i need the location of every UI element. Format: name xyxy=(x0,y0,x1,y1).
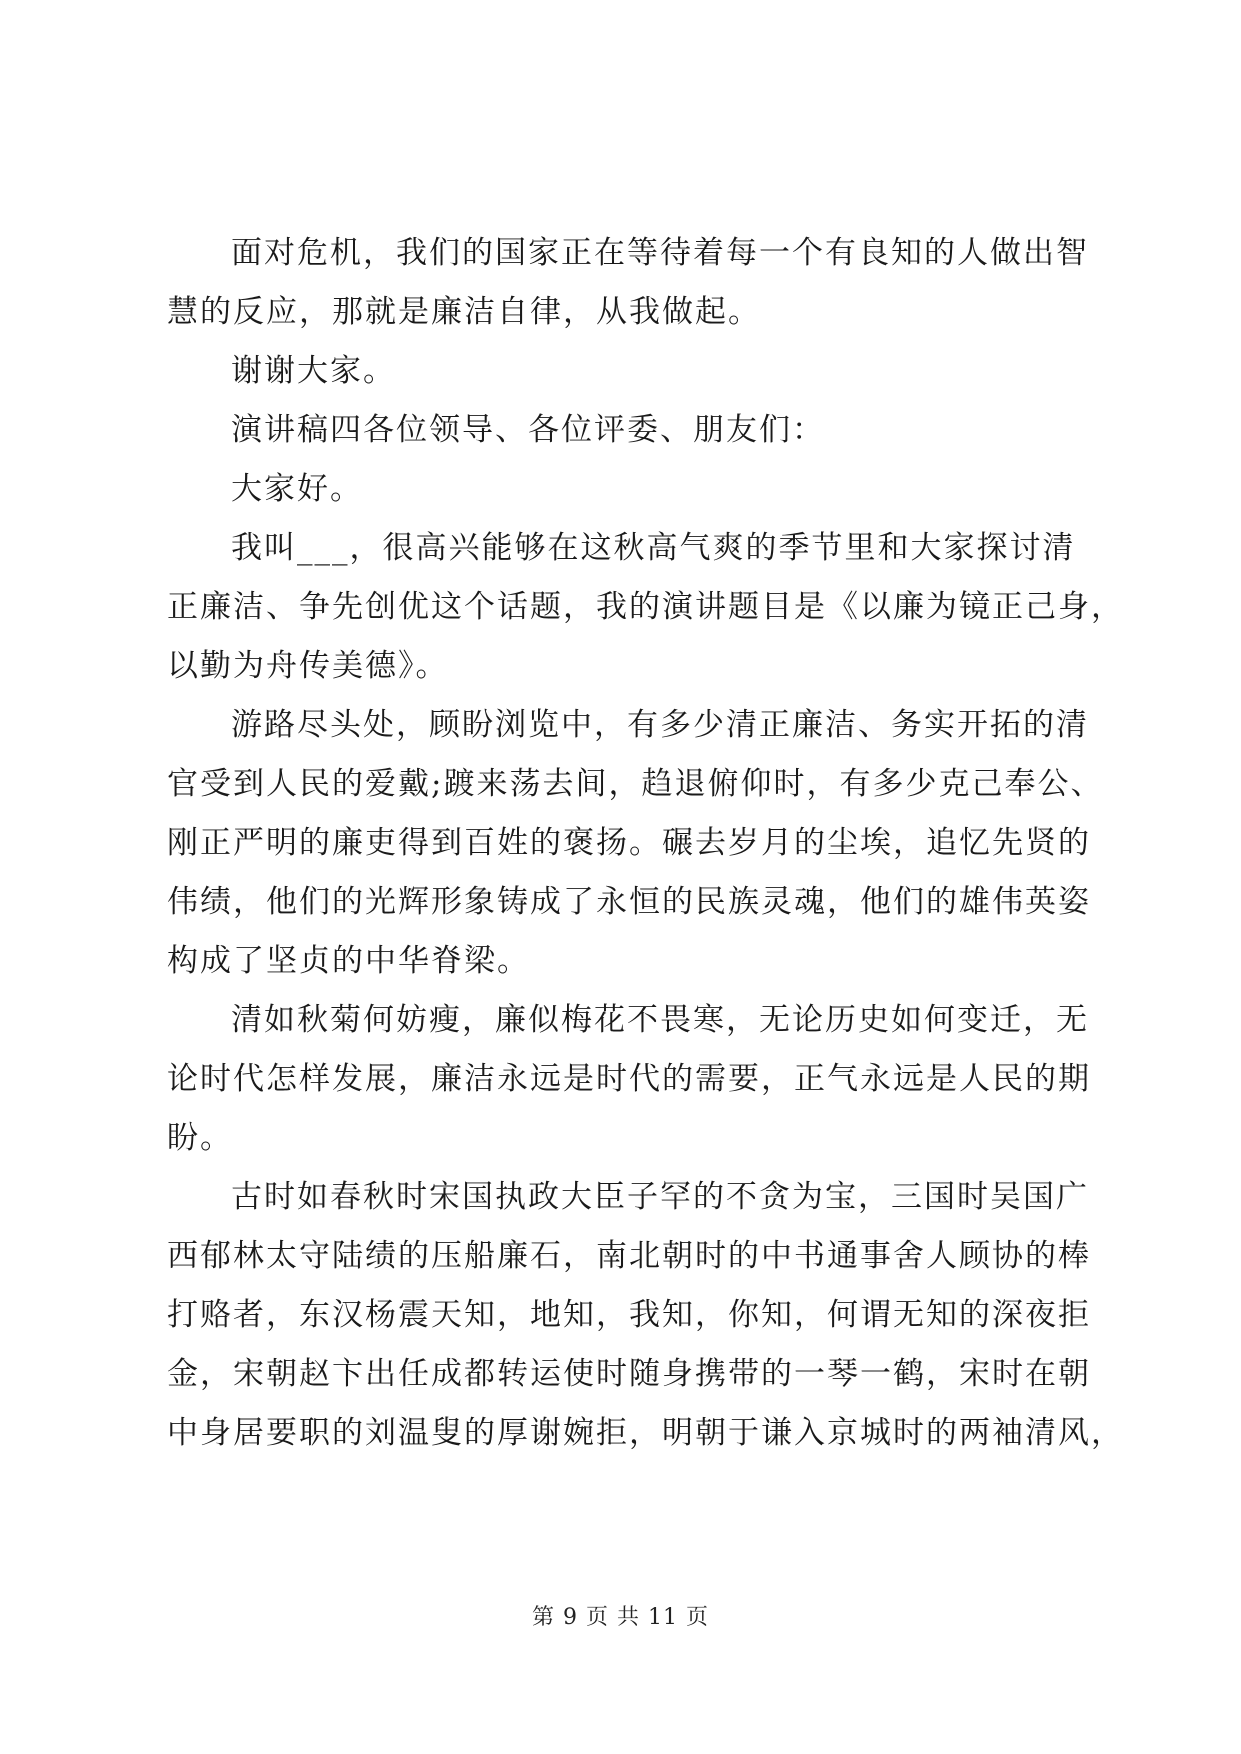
text-line: 大家好。 xyxy=(231,471,363,507)
text-line: 面对危机，我们的国家正在等待着每一个有良知的人做出智 xyxy=(231,235,1089,271)
body-text xyxy=(167,224,1124,1463)
text-line: 中身居要职的刘温叟的厚谢婉拒，明朝于谦入京城时的两袖清风， xyxy=(167,1415,1124,1451)
text-line: 以勤为舟传美德》。 xyxy=(167,648,449,684)
text-line: 清如秋菊何妨瘦，廉似梅花不畏寒，无论历史如何变迁，无 xyxy=(231,1002,1089,1038)
text-line: 刚正严明的廉吏得到百姓的褒扬。碾去岁月的尘埃，追忆先贤的 xyxy=(167,825,1091,861)
text-line: 打赂者，东汉杨震天知，地知，我知，你知，何谓无知的深夜拒 xyxy=(167,1297,1091,1333)
text-line: 慧的反应，那就是廉洁自律，从我做起。 xyxy=(167,294,761,330)
text-line: 伟绩，他们的光辉形象铸成了永恒的民族灵魂，他们的雄伟英姿 xyxy=(167,884,1091,920)
text-line: 我叫___，很高兴能够在这秋高气爽的季节里和大家探讨清 xyxy=(231,530,1076,566)
text-line: 金，宋朝赵卞出任成都转运使时随身携带的一琴一鹤，宋时在朝 xyxy=(167,1356,1091,1392)
text-line: 论时代怎样发展，廉洁永远是时代的需要，正气永远是人民的期 xyxy=(167,1061,1091,1097)
text-line: 构成了坚贞的中华脊梁。 xyxy=(167,943,530,979)
text-line: 谢谢大家。 xyxy=(231,353,396,389)
text-line: 盼。 xyxy=(167,1120,233,1156)
text-line: 演讲稿四各位领导、各位评委、朋友们： xyxy=(231,412,825,448)
text-line: 游路尽头处，顾盼浏览中，有多少清正廉洁、务实开拓的清 xyxy=(231,707,1089,743)
text-line: 官受到人民的爱戴;踱来荡去间，趋退俯仰时，有多少克己奉公、 xyxy=(167,766,1104,802)
page-footer: 第 9 页 共 11 页 xyxy=(532,1605,709,1630)
text-line: 正廉洁、争先创优这个话题，我的演讲题目是《以廉为镜正己身， xyxy=(167,589,1124,625)
text-line: 古时如春秋时宋国执政大臣子罕的不贪为宝，三国时吴国广 xyxy=(231,1179,1089,1215)
text-line: 西郁林太守陆绩的压船廉石，南北朝时的中书通事舍人顾协的棒 xyxy=(167,1238,1091,1274)
